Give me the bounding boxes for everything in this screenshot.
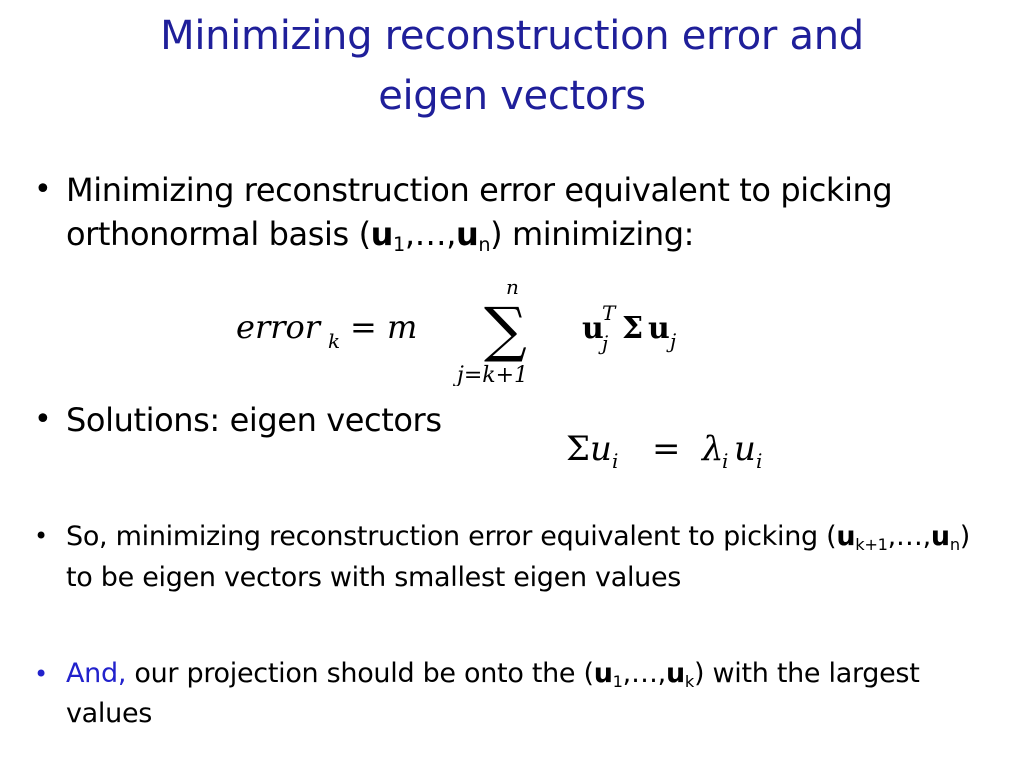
bullet-projection [34,654,994,734]
bullet-text [66,654,994,734]
title-line-1: Minimizing reconstruction error and [160,13,864,59]
highlight-text: And, [66,658,127,689]
eq2-u: u [590,429,612,469]
eq2-sub-i: i [612,449,619,473]
bullet-text: Solutions: eigen vectors [66,401,442,439]
ellipsis: ,…, [887,521,931,552]
bullet-marker: • [34,402,52,437]
eq-lhs: error [236,308,321,346]
ellipsis: ,…, [622,658,666,689]
bullet-marker: • [34,172,52,207]
vector-u: u [593,658,613,689]
subscript: k+1 [855,534,888,554]
vector-u: u [665,658,685,689]
eq2-u2: u [734,429,756,469]
vector-u: u [836,521,856,552]
bullet-marker: • [34,522,48,550]
bullet-smallest-eigen [34,516,994,598]
vector-u: u [370,215,394,253]
subscript: n [478,232,491,256]
eigen-equation [562,420,802,476]
subscript: n [949,534,960,554]
eq2-lambda-sub: i [722,449,729,473]
text-segment: our projection should be onto the ( [126,658,594,689]
eq-sum-upper: n [506,276,519,299]
eq-sup-T: T [602,301,616,325]
bullet-text [66,516,994,598]
title-line-2: eigen vectors [378,73,646,119]
eq2-u2-sub: i [756,449,763,473]
vector-u: u [930,521,950,552]
subscript: 1 [393,232,405,256]
eq2-equals: = [652,429,681,469]
eq-sigma: Σ [622,311,644,346]
eq2-lambda: λ [702,429,724,469]
eq-sub-j2: j [670,329,677,353]
eq-u2: u [648,311,670,346]
slide-title [40,6,984,126]
text-segment: ) minimizing: [490,215,694,253]
eq-sum-sigma: ∑ [484,295,527,365]
text-segment: So, minimizing reconstruction error equivalent to picking ( [66,521,837,552]
eq-sub-j: j [602,331,609,355]
ellipsis: ,…, [404,215,457,253]
bullet-reconstruction-error [34,168,994,256]
text-segment: ) to be eigen vectors with smallest eigen values [66,521,971,593]
subscript: 1 [612,671,623,691]
text-segment: Minimizing reconstruction error equivalent to picking orthonormal basis ( [66,171,893,253]
error-equation [230,276,730,386]
eq-u: u [582,311,604,346]
bullet-solutions [34,398,594,442]
eq-lhs-sub: k [328,329,341,353]
eq-equals-m: = m [350,308,418,346]
vector-u: u [456,215,479,253]
bullet-text [66,168,994,256]
bullet-marker: • [34,660,48,688]
subscript: k [684,671,694,691]
eq-sum-lower: j=k+1 [457,363,529,386]
text-segment: ) with the largest values [66,658,920,729]
eq2-sigma: Σ [566,429,591,469]
